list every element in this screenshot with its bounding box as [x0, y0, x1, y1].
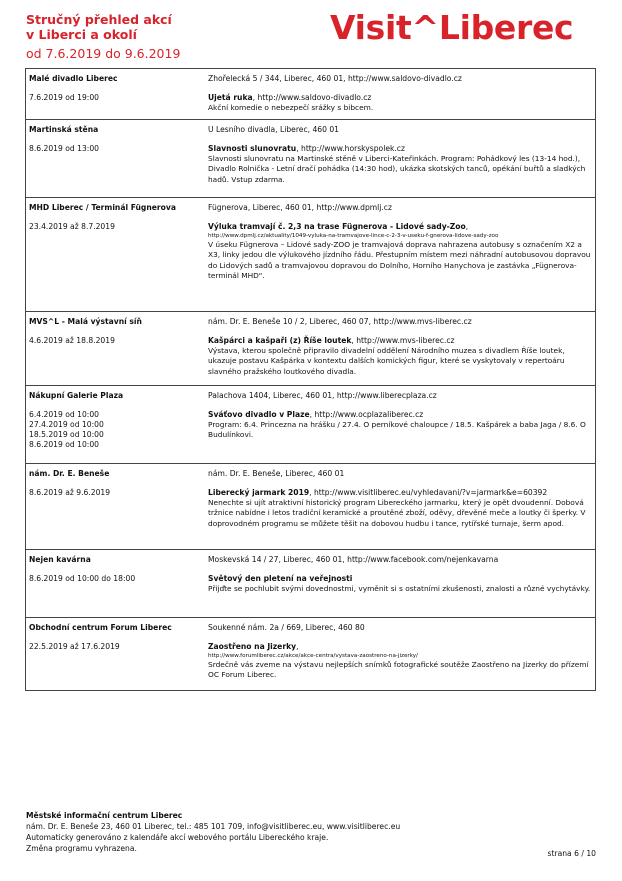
event-title-url[interactable]: , http://www.horskyspolek.cz [296, 144, 405, 153]
event-right-col [208, 555, 594, 594]
event-row [26, 120, 595, 198]
event-address: Soukenné nám. 2a / 669, Liberec, 460 80 [208, 623, 365, 632]
event-title: Výluka tramvají č. 2,3 na trase Fügnerova - Lidové sady-Zoo [208, 222, 466, 231]
event-long-url[interactable]: http://www.forumliberec.cz/akce/akce-centra/vystava-zaostreno-na-jizerky/ [208, 653, 418, 659]
event-address: Palachova 1404, Liberec, 460 01, http://www.liberecplaza.cz [208, 391, 437, 400]
event-address: Moskevská 14 / 27, Liberec, 460 01, http://www.facebook.com/nejenkavarna [208, 555, 499, 564]
event-title: Slavnosti slunovratu [208, 144, 297, 153]
event-left-col [29, 555, 204, 584]
event-place: nám. Dr. E. Beneše [29, 469, 110, 478]
event-row [26, 69, 595, 120]
event-title-line [208, 573, 594, 584]
event-row [26, 618, 595, 692]
event-date: 8.6.2019 od 10:00 do 18:00 [29, 574, 136, 583]
event-description: Slavnosti slunovratu na Martinské stěně v Liberci-Kateřinkách. Program: Pohádkový les (13-14 hod.), Divadlo Rolnička - Letní dračí pohádka (14:30 hod), ukázka skotských tanců, opékání buřtů a sladkých hadů. Vstup zdarma. [208, 154, 586, 184]
event-description: Přijďte se pochlubit svými dovednostmi, vyměnit si s ostatními zkušenosti, znalosti a různé vychytávky. [208, 584, 591, 593]
event-right-col [208, 469, 594, 529]
event-title-url[interactable]: , http://www.saldovo-divadlo.cz [252, 93, 372, 102]
event-description: Výstava, kterou společně připravilo divadelní oddělení Národního muzea s divadlem Říše loutek, ukazuje postavu Kašpárka v kontextu dalších komických figur, které se vyskytovaly v repertoáru slavného pražského loutkového divadla. [208, 346, 565, 376]
visit-liberec-logo [330, 8, 600, 52]
event-place: Malé divadlo Liberec [29, 74, 118, 83]
event-title: Ujetá ruka [208, 93, 253, 102]
event-title-url[interactable]: , [296, 642, 299, 651]
event-left-col [29, 623, 204, 652]
event-long-url[interactable]: http://www.dpmlj.cz/aktuality/1049-vyluka-na-tramvajove-lince-c-2-3-v-useku-f-gnerova-lidove-sady-zoo [208, 233, 499, 239]
event-address: Zhořelecká 5 / 344, Liberec, 460 01, http://www.saldovo-divadlo.cz [208, 74, 462, 83]
footer-generated: Automaticky generováno z kalendáře akcí webového portálu Libereckého kraje. [26, 833, 329, 842]
event-right-col [208, 391, 594, 441]
event-date: 6.4.2019 od 10:00 27.4.2019 od 10:00 18.5.2019 od 10:00 8.6.2019 od 10:00 [29, 410, 104, 449]
event-row [26, 464, 595, 550]
event-row [26, 312, 595, 386]
event-title: Sváťovo divadlo v Plaze [208, 410, 310, 419]
event-right-col [208, 203, 594, 282]
event-description: Program: 6.4. Princezna na hrášku / 27.4. O perníkové chaloupce / 18.5. Kašpárek a baba Jaga / 8.6. O Budulínkovi. [208, 420, 586, 440]
event-place: Nákupní Galerie Plaza [29, 391, 124, 400]
events-table [25, 68, 596, 691]
event-place: Obchodní centrum Forum Liberec [29, 623, 172, 632]
event-right-col [208, 623, 594, 681]
event-row [26, 386, 595, 464]
event-title-url[interactable]: , http://www.mvs-liberec.cz [351, 336, 455, 345]
event-title-line [208, 92, 594, 103]
event-title-line [208, 487, 594, 498]
event-title-url[interactable]: , http://www.ocplazaliberec.cz [309, 410, 424, 419]
page-footer [26, 810, 596, 854]
event-title: Zaostřeno na Jizerky [208, 642, 297, 651]
event-title-line [208, 335, 594, 346]
event-description: Srdečně vás zveme na výstavu nejlepších snímků fotografické soutěže Zaostřeno na Jizerky do přízemí OC Forum Liberec. [208, 660, 589, 680]
event-right-col [208, 74, 594, 113]
event-title-url[interactable]: , http://www.visitliberec.eu/vyhledavani/?v=jarmark&e=60392 [309, 488, 548, 497]
event-left-col [29, 317, 204, 346]
title-line-2: v Liberci a okolí [26, 27, 137, 42]
event-date: 22.5.2019 až 17.6.2019 [29, 642, 120, 651]
event-title: Kašpárci a kašpaři (z) Říše loutek [208, 336, 352, 345]
footer-contact: nám. Dr. E. Beneše 23, 460 01 Liberec, tel.: 485 101 709, info@visitliberec.eu, www.visitliberec.eu [26, 822, 401, 831]
event-description: Nenechte si ujít atraktivní historický program Libereckého jarmarku, který je opět dvoudenní. Dobová tržnice nabídne i letos tradiční keramické a proutěné zboží, oděvy, dřevěné meče a loutky či šperky. V doprovodném programu se můžete těšit na dobovou hudbu i tance, rytířské turnaje, šerm apod. [208, 498, 586, 528]
event-address: Fügnerova, Liberec, 460 01, http://www.dpmlj.cz [208, 203, 392, 212]
event-left-col [29, 469, 204, 498]
event-title-url[interactable]: , [465, 222, 469, 231]
event-right-col [208, 317, 594, 377]
event-right-col [208, 125, 594, 185]
event-left-col [29, 125, 204, 154]
event-title-line [208, 409, 594, 420]
event-address: U Lesního divadla, Liberec, 460 01 [208, 125, 340, 134]
footer-org: Městské informační centrum Liberec [26, 811, 183, 820]
event-date: 8.6.2019 až 9.6.2019 [29, 488, 111, 497]
logo-text: Visit^Liberec [330, 8, 574, 47]
event-place: MVS^L - Malá výstavní síň [29, 317, 142, 326]
page-number: strana 6 / 10 [547, 849, 596, 858]
event-title-line [208, 221, 594, 232]
page-header [0, 0, 622, 68]
event-place: Martinská stěna [29, 125, 99, 134]
event-description: V úseku Fügnerova – Lidové sady-ZOO je tramvajová doprava nahrazena autobusy s označením X2 a X3, linky jedou dle výlukového jízdního řádu. Přestupním místem mezi náhradní autobusovou dopravou do Lidových sadů a tramvajovou dopravou do Dolního, Horního Hanychova je zastávka „Fügnerova-terminál MHD“. [208, 240, 591, 281]
event-date: 7.6.2019 od 19:00 [29, 93, 99, 102]
event-left-col [29, 203, 204, 232]
event-row [26, 550, 595, 618]
event-title: Liberecký jarmark 2019 [208, 488, 310, 497]
event-title: Světový den pletení na veřejnosti [208, 574, 353, 583]
event-date: 4.6.2019 až 18.8.2019 [29, 336, 115, 345]
date-range: od 7.6.2019 do 9.6.2019 [26, 46, 181, 61]
event-title-line [208, 641, 594, 652]
event-left-col [29, 391, 204, 450]
event-description: Akční komedie o nebezpečí srážky s bibcem. [208, 103, 374, 112]
event-left-col [29, 74, 204, 103]
event-place: Nejen kavárna [29, 555, 91, 564]
event-place: MHD Liberec / Terminál Fügnerova [29, 203, 176, 212]
event-address: nám. Dr. E. Beneše 10 / 2, Liberec, 460 07, http://www.mvs-liberec.cz [208, 317, 472, 326]
event-date: 8.6.2019 od 13:00 [29, 144, 99, 153]
event-title-line [208, 143, 594, 154]
event-address: nám. Dr. E. Beneše, Liberec, 460 01 [208, 469, 345, 478]
title-line-1: Stručný přehled akcí [26, 12, 172, 27]
page-title [26, 12, 306, 42]
event-date: 23.4.2019 až 8.7.2019 [29, 222, 115, 231]
footer-note: Změna programu vyhrazena. [26, 844, 137, 853]
event-row [26, 198, 595, 312]
